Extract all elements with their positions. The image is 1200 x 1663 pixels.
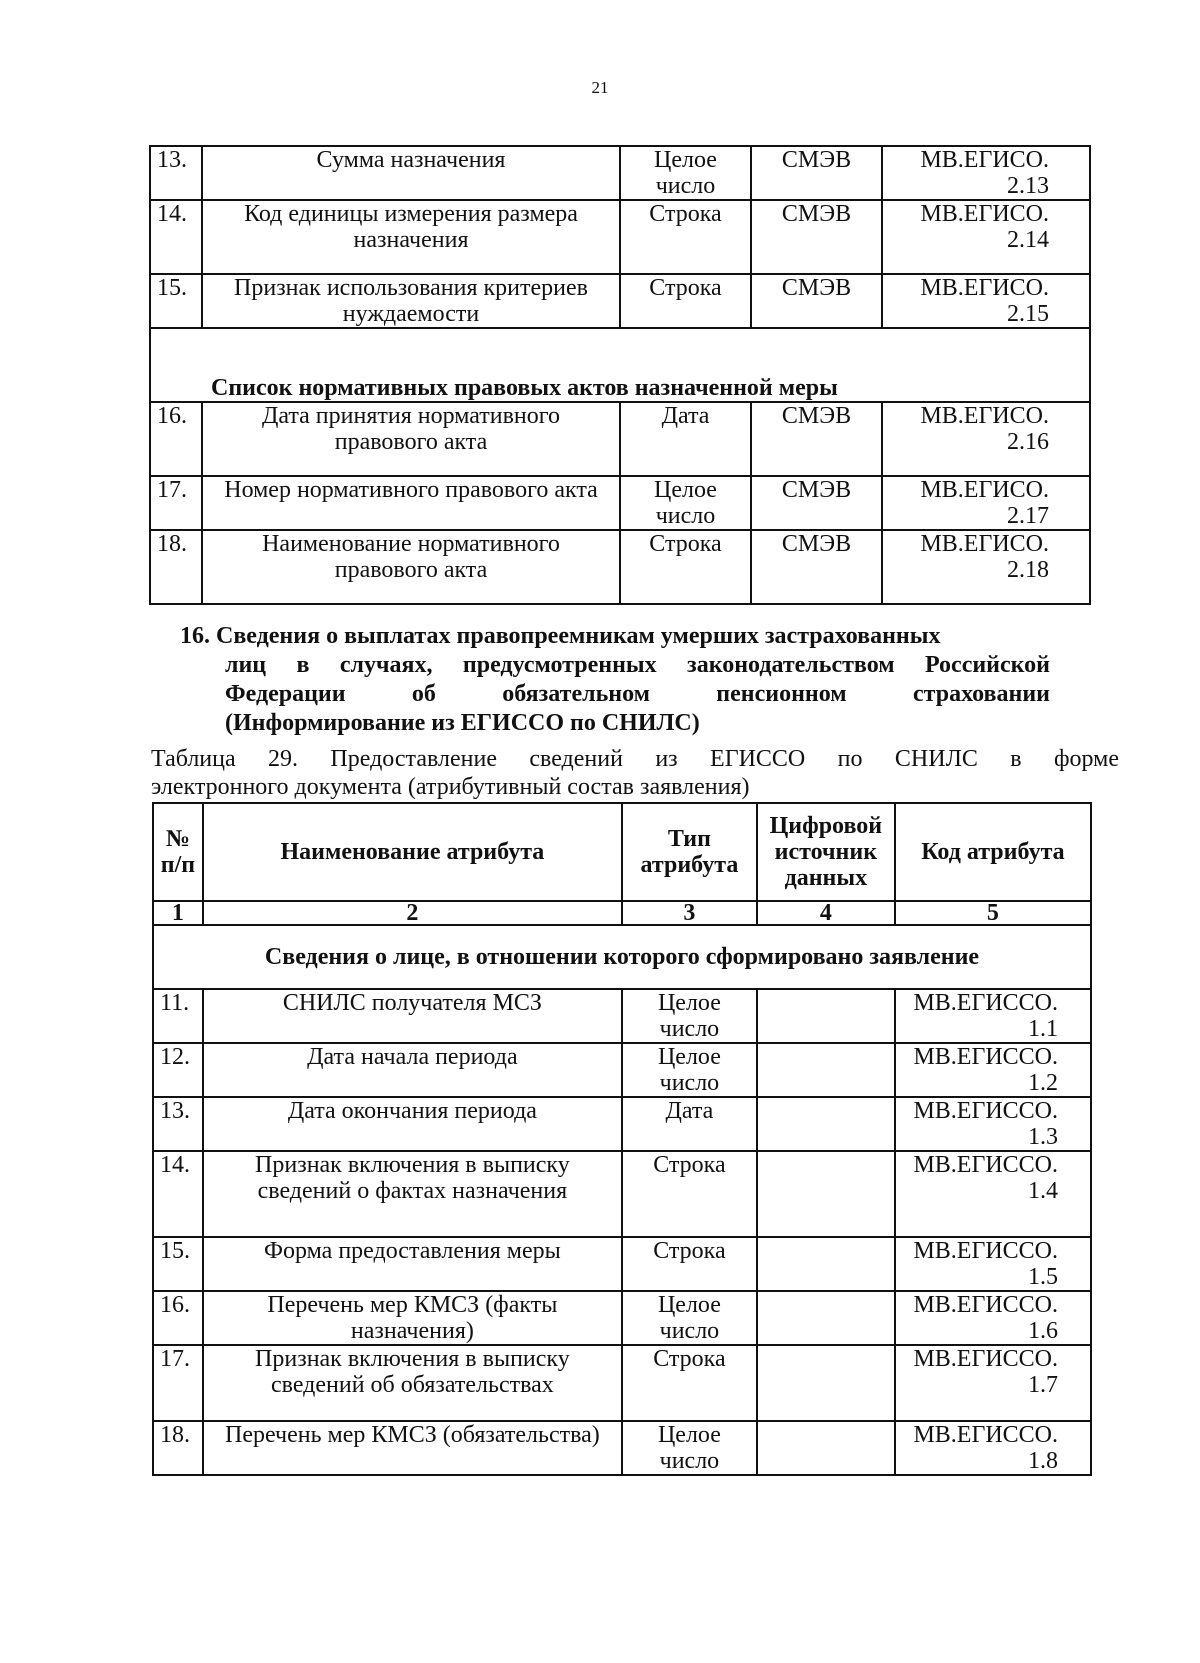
row-number: 18. xyxy=(150,530,202,604)
attribute-name: Перечень мер КМСЗ (факты назначения) xyxy=(203,1291,622,1345)
attribute-type: Целое число xyxy=(622,1043,757,1097)
table-section-row xyxy=(153,925,1091,989)
attribute-type: Целое число xyxy=(622,1291,757,1345)
row-number: 13. xyxy=(150,146,202,200)
data-source: СМЭВ xyxy=(751,146,882,200)
row-number: 12. xyxy=(153,1043,203,1097)
table-row xyxy=(150,476,1090,530)
section-title: Сведения о лице, в отношении которого сформировано заявление xyxy=(153,925,1091,989)
page-number: 21 xyxy=(591,78,609,97)
attribute-code: МВ.ЕГИСО. 2.17 xyxy=(882,476,1090,530)
caption-line: электронного документа (атрибутивный состав заявления) xyxy=(151,774,750,800)
attribute-type: Целое число xyxy=(622,1421,757,1475)
table-row xyxy=(153,1151,1091,1237)
column-number: 2 xyxy=(203,901,622,925)
row-number: 14. xyxy=(150,200,202,274)
attribute-name: Дата принятия нормативного правового акта xyxy=(202,402,620,476)
row-number: 16. xyxy=(150,402,202,476)
table-row xyxy=(153,989,1091,1043)
row-number: 15. xyxy=(150,274,202,328)
attribute-name: Сумма назначения xyxy=(202,146,620,200)
attribute-type: Строка xyxy=(622,1345,757,1421)
caption-line: Таблица 29. Предоставление сведений из ЕГИССО по СНИЛС в форме xyxy=(151,746,1119,772)
data-source: СМЭВ xyxy=(751,530,882,604)
attribute-name: Дата окончания периода xyxy=(203,1097,622,1151)
attribute-code: МВ.ЕГИССО. 1.3 xyxy=(895,1097,1091,1151)
row-number: 11. xyxy=(153,989,203,1043)
attribute-code: МВ.ЕГИССО. 1.8 xyxy=(895,1421,1091,1475)
data-source xyxy=(757,1237,895,1291)
row-number: 13. xyxy=(153,1097,203,1151)
row-number: 16. xyxy=(153,1291,203,1345)
section-title: Список нормативных правовых актов назначенной меры xyxy=(150,328,1090,402)
heading-line: (Информирование из ЕГИССО по СНИЛС) xyxy=(225,710,700,736)
attribute-type: Строка xyxy=(620,530,751,604)
table-row xyxy=(153,1097,1091,1151)
attribute-name: Номер нормативного правового акта xyxy=(202,476,620,530)
table-row xyxy=(153,1421,1091,1475)
attribute-name: Признак включения в выписку сведений о фактах назначения xyxy=(203,1151,622,1237)
row-number: 17. xyxy=(153,1345,203,1421)
data-source xyxy=(757,1421,895,1475)
column-number: 5 xyxy=(895,901,1091,925)
attribute-name: Форма предоставления меры xyxy=(203,1237,622,1291)
attribute-code: МВ.ЕГИССО. 1.5 xyxy=(895,1237,1091,1291)
header-name: Наименование атрибута xyxy=(203,803,622,901)
attribute-type: Дата xyxy=(622,1097,757,1151)
attribute-name: Дата начала периода xyxy=(203,1043,622,1097)
attribute-name: Перечень мер КМСЗ (обязательства) xyxy=(203,1421,622,1475)
attribute-name: Признак включения в выписку сведений об обязательствах xyxy=(203,1345,622,1421)
data-source xyxy=(757,1097,895,1151)
attribute-type: Строка xyxy=(620,200,751,274)
column-numbers-row xyxy=(153,901,1091,925)
table-header-row xyxy=(153,803,1091,901)
heading-line: лиц в случаях, предусмотренных законодательством Российской xyxy=(225,652,1050,678)
data-source xyxy=(757,1345,895,1421)
table-row xyxy=(153,1043,1091,1097)
data-source xyxy=(757,989,895,1043)
data-source xyxy=(757,1291,895,1345)
table-row xyxy=(150,146,1090,200)
table-row xyxy=(153,1237,1091,1291)
data-source: СМЭВ xyxy=(751,402,882,476)
heading-line: 16. Сведения о выплатах правопреемникам умерших застрахованных xyxy=(180,623,941,649)
row-number: 18. xyxy=(153,1421,203,1475)
header-source: Цифровой источник данных xyxy=(757,803,895,901)
column-number: 1 xyxy=(153,901,203,925)
attribute-type: Дата xyxy=(620,402,751,476)
table-row xyxy=(150,530,1090,604)
table-row xyxy=(150,200,1090,274)
table-caption xyxy=(151,745,1119,801)
data-source xyxy=(757,1151,895,1237)
attribute-type: Строка xyxy=(620,274,751,328)
column-number: 4 xyxy=(757,901,895,925)
data-source xyxy=(757,1043,895,1097)
attribute-code: МВ.ЕГИССО. 1.4 xyxy=(895,1151,1091,1237)
attribute-code: МВ.ЕГИССО. 1.7 xyxy=(895,1345,1091,1421)
table-row xyxy=(153,1291,1091,1345)
table-row xyxy=(150,402,1090,476)
attribute-code: МВ.ЕГИСО. 2.13 xyxy=(882,146,1090,200)
row-number: 14. xyxy=(153,1151,203,1237)
header-code: Код атрибута xyxy=(895,803,1091,901)
attribute-code: МВ.ЕГИСО. 2.14 xyxy=(882,200,1090,274)
attribute-name: СНИЛС получателя МСЗ xyxy=(203,989,622,1043)
section-heading xyxy=(180,622,1050,738)
attribute-type: Строка xyxy=(622,1151,757,1237)
data-source: СМЭВ xyxy=(751,476,882,530)
attribute-code: МВ.ЕГИСО. 2.16 xyxy=(882,402,1090,476)
attribute-code: МВ.ЕГИССО. 1.6 xyxy=(895,1291,1091,1345)
data-source: СМЭВ xyxy=(751,200,882,274)
attribute-type: Строка xyxy=(622,1237,757,1291)
row-number: 17. xyxy=(150,476,202,530)
header-type: Тип атрибута xyxy=(622,803,757,901)
attribute-code: МВ.ЕГИССО. 1.2 xyxy=(895,1043,1091,1097)
column-number: 3 xyxy=(622,901,757,925)
attribute-code: МВ.ЕГИСО. 2.18 xyxy=(882,530,1090,604)
table-row xyxy=(153,1345,1091,1421)
attributes-table-continued xyxy=(149,145,1091,605)
attribute-code: МВ.ЕГИССО. 1.1 xyxy=(895,989,1091,1043)
header-num: № п/п xyxy=(153,803,203,901)
attribute-name: Признак использования критериев нуждаемости xyxy=(202,274,620,328)
heading-line: Федерации об обязательном пенсионном страховании xyxy=(225,681,1050,707)
attribute-type: Целое число xyxy=(620,146,751,200)
row-number: 15. xyxy=(153,1237,203,1291)
attribute-code: МВ.ЕГИСО. 2.15 xyxy=(882,274,1090,328)
attribute-name: Код единицы измерения размера назначения xyxy=(202,200,620,274)
attribute-name: Наименование нормативного правового акта xyxy=(202,530,620,604)
data-source: СМЭВ xyxy=(751,274,882,328)
attribute-type: Целое число xyxy=(620,476,751,530)
table-section-row xyxy=(150,328,1090,402)
attribute-type: Целое число xyxy=(622,989,757,1043)
attributes-table-29 xyxy=(152,802,1092,1476)
table-row xyxy=(150,274,1090,328)
